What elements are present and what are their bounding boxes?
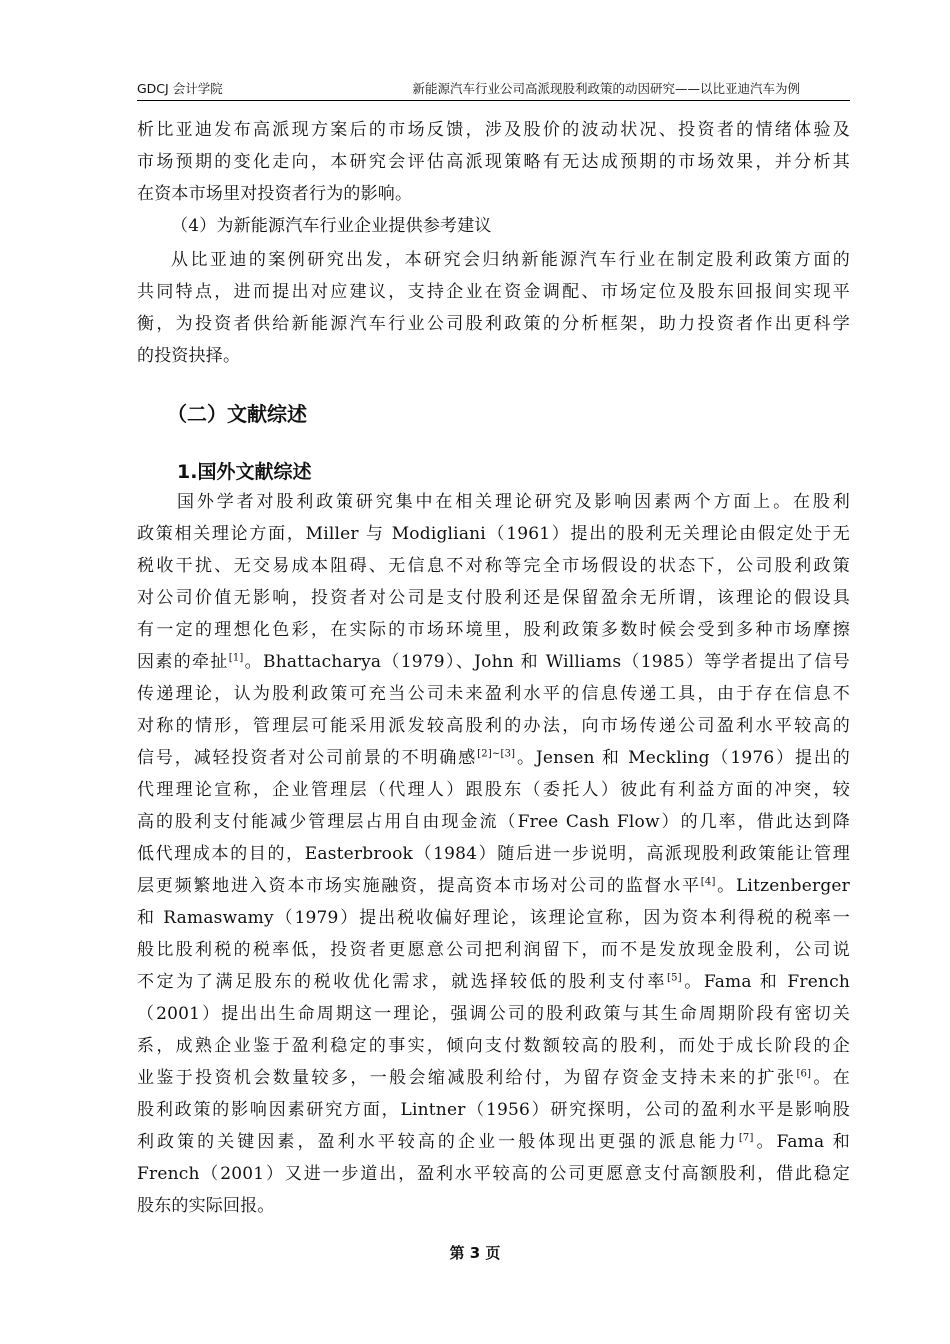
text-line: 股东的实际回报。 [137,1196,275,1216]
text-segment: 层更频繁地进入资本市场实施融资，提高资本市场对公司的监督水平 [137,876,701,896]
text-line: 衡，为投资者供给新能源汽车行业公司股利政策的分析框架，助力投资者作出更科学 [137,314,850,334]
text-line: 国外学者对股利政策研究集中在相关理论研究及影响因素两个方面上。在股利 [177,492,850,512]
text-line: 对公司价值无影响，投资者对公司是支付股利还是保留盈余无所谓，该理论的假设具 [137,588,850,608]
page-header [137,76,850,101]
section-heading: （二）文献综述 [167,402,307,426]
header-paper-title: 新能源汽车行业公司高派现股利政策的动因研究——以比亚迪汽车为例 [412,81,800,96]
text-line: 代理理论宣称，企业管理层（代理人）跟股东（委托人）彼此有利益方面的冲突，较 [137,780,850,800]
text-line: 从比亚迪的案例研究出发，本研究会归纳新能源汽车行业在制定股利政策方面的 [171,250,850,270]
citation-ref: [7] [738,1132,754,1144]
text-line: 有一定的理想化色彩，在实际的市场环境里，股利政策多数时候会受到多种市场摩擦 [137,620,850,640]
text-segment: 。Fama 和 French [681,972,850,992]
text-segment: 业鉴于投资机会数量较多，一般会缩减股利给付，为留存资金支持未来的扩张 [137,1068,797,1088]
paragraph-foreign-literature [137,486,850,1222]
citation-ref: [5] [667,972,682,984]
text-line: 共同特点，进而提出对应建议，支持企业在资金调配、市场定位及股东回报间实现平 [137,282,850,302]
text-segment: 利政策的关键因素，盈利水平较高的企业一般体现出更强的派息能力 [137,1132,739,1152]
text-segment: 因素的牵扯 [137,652,229,672]
text-line: 传递理论，认为股利政策可充当公司未来盈利水平的信息传递工具，由于存在信息不 [137,684,850,704]
paragraph-suggestions [137,244,850,372]
text-segment: 不定为了满足股东的税收优化需求，就选择较低的股利支付率 [137,972,668,992]
text-line [137,646,850,678]
text-line: 和 Ramaswamy（1979）提出税收偏好理论，该理论宣称，因为资本利得税的税率一 [137,908,850,928]
text-segment: 信号，减轻投资者对公司前景的不明确感 [137,748,478,768]
text-line: （4）为新能源汽车行业企业提供参考建议 [171,216,492,236]
text-line: 般比股利税的税率低，投资者更愿意公司把利润留下，而不是发放现金股利，公司说 [137,940,850,960]
header-institution: GDCJ 会计学院 [137,81,223,96]
text-line: 析比亚迪发布高派现方案后的市场反馈，涉及股价的波动状况、投资者的情绪体验及 [137,120,850,140]
citation-ref: [2]~[3] [477,748,516,760]
text-segment: 。在 [811,1068,850,1088]
text-line: 的投资抉择。 [137,346,241,366]
text-line [137,1126,850,1158]
paragraph-continued [137,114,850,210]
text-segment: 。Jensen 和 Meckling（1976）提出的 [515,748,850,768]
text-line: （2001）提出出生命周期这一理论，强调公司的股利政策与其生命周期阶段有密切关 [137,1004,850,1024]
page-number: 第 3 页 [449,1244,501,1262]
text-line: 政策相关理论方面，Miller 与 Modigliani（1961）提出的股利无关理论由假定处于无 [137,524,850,544]
subsection-heading: 1.国外文献综述 [177,461,312,483]
text-line: French（2001）又进一步道出，盈利水平较高的公司更愿意支付高额股利，借此稳定 [137,1164,850,1184]
text-line: 低代理成本的目的，Easterbrook（1984）随后进一步说明，高派现股利政策能让管理 [137,844,850,864]
citation-ref: [4] [700,876,716,888]
text-line: 税收干扰、无交易成本阻碍、无信息不对称等完全市场假设的状态下，公司股利政策 [137,556,850,576]
text-segment: 。Litzenberger [715,876,851,896]
text-segment: 。Bhattacharya（1979）、John 和 Williams（1985）等学者提出了信号 [243,652,850,672]
text-line [137,742,850,774]
citation-ref: [6] [796,1068,812,1080]
text-line: 对称的情形，管理层可能采用派发较高股利的办法，向市场传递公司盈利水平较高的 [137,716,850,736]
list-item-4 [137,210,850,242]
text-segment: 。Fama 和 [753,1132,850,1152]
text-line: 股利政策的影响因素研究方面，Lintner（1956）研究探明，公司的盈利水平是影响股 [137,1100,850,1120]
text-line [137,966,850,998]
text-line: 系，成熟企业鉴于盈利稳定的事实，倾向支付数额较高的股利，而处于成长阶段的企 [137,1036,850,1056]
text-line: 在资本市场里对投资者行为的影响。 [137,184,413,204]
text-line: 市场预期的变化走向，本研究会评估高派现策略有无达成预期的市场效果，并分析其 [137,152,850,172]
text-line [137,1062,850,1094]
text-line: 高的股利支付能减少管理层占用自由现金流（Free Cash Flow）的几率，借此达到降 [137,812,850,832]
text-line [137,870,850,902]
citation-ref: [1] [228,652,244,664]
